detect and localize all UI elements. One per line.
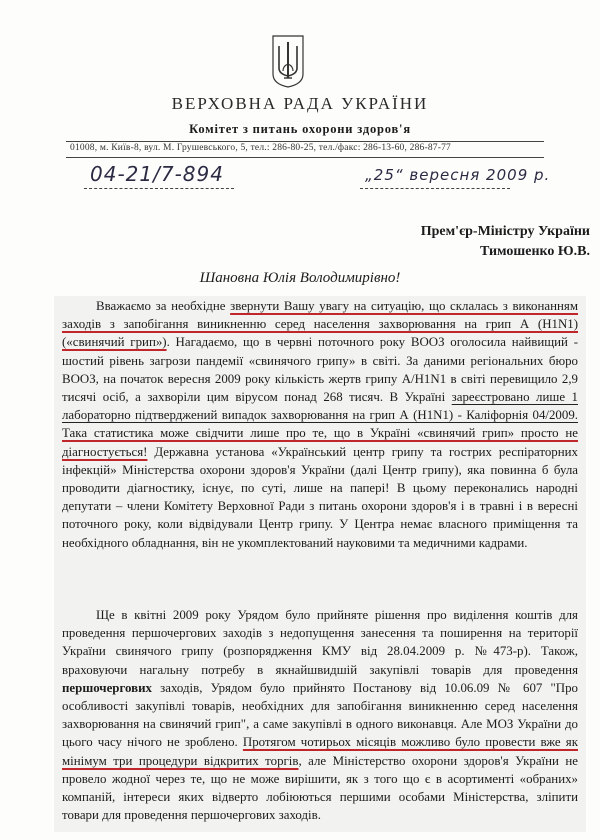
registration-date: „25“ вересня 2009 р. — [365, 166, 551, 184]
letterhead-address: 01008, м. Київ-8, вул. М. Грушевського, 5, тел.: 286-80-25, тел./факс: 286-13-60, 286-87-77 — [70, 143, 452, 153]
org-title: ВЕРХОВНА РАДА УКРАЇНИ — [171, 94, 429, 113]
p1-text-1: Вважаємо за необхідне — [96, 299, 231, 313]
p1-underlined-registered-case: зареєстровано лише 1 лабораторно підтверджений випадок захворювання на грип А (H1N1) - Каліфорнія 04/2009. — [62, 390, 578, 423]
trident-emblem-icon — [270, 34, 306, 88]
committee-name: Комітет з питань охорони здоров'я — [189, 122, 411, 136]
p2-underlined-tenders: Протягом чотирьох місяців можливо було провести вже як мінімум три процедури відкритих торгів — [62, 735, 578, 768]
registration-number: 04-21/7-894 — [90, 162, 224, 186]
p2-text-2: заходів, Урядом було прийнято Постанову від 10.06.09 № 607 "Про особливості закупівлі товарів, необхідних для запобігання виникненню серед населення захворювання на свинячий грип", а саме закупівлі в одного виконавця. Але МОЗ України до цього часу нічого не зроблено. — [62, 680, 578, 750]
letterhead-rule-bottom — [66, 157, 544, 158]
reg-number-line — [84, 188, 234, 189]
letterhead-rule-top — [66, 141, 544, 142]
p2-bold-first-priority: першочергових — [62, 680, 152, 695]
reg-date-line — [360, 188, 510, 189]
salutation: Шановна Юлія Володимирівно! — [199, 270, 401, 286]
p1-text-2: . Нагадаємо, що в червні поточного року ВООЗ оголосила найвищий - шостий рівень загрози пандемії «свинячого грипу» в світі. За даними регіональних бюро ВООЗ, на початок вересня 2009 року кількість жертв грипу А/H1N1 в світі перевищило 2,9 тисячі осіб, а захворіли цим вірусом понад 268 тисяч. В Україні — [62, 335, 578, 405]
p2-text-1: Ще в квітні 2009 року Урядом було прийняте рішення про виділення коштів для проведення першочергових заходів з недопущення занесення та поширення на території України свинячого грипу (розпорядження КМУ від 28.04.2009 р. №473-р). Також, враховуючи нагальну потребу в якнайшвидшій закупівлі товарів для проведення — [62, 608, 578, 677]
addressee-line-1: Прем'єр-Міністру України — [420, 224, 590, 239]
p2-text-3: , але Міністерство охорони здоров'я України не провело жодної через те, що не може вирішити, як з того що є в асортименті «обраних» компаній, інтереси яких відверто лобіюються першими особами Міністерства, зліпити товари для проведення першочергових заходів. — [62, 753, 578, 823]
addressee-line-2: Тимошенко Ю.В. — [480, 244, 590, 259]
paragraph-2 — [62, 606, 578, 824]
p1-underlined-statistics: Така статистика може свідчити лише про те, що в Україні «свинячий грип» просто не діагностується! — [62, 426, 578, 459]
p1-text-3: Державна установа «Український центр грипу та гострих респіраторних інфекцій» Міністерства охорони здоров'я України (далі Центр грипу), яка повинна б була проводити діагностику, існує, по суті, лише на папері! В цьому переконались народні депутати – члени Комітету Верховної Ради з питань охорони здоров'я і в травні і в вересні поточного року, коли відвідували Центр грипу. У Центра немає власного приміщення та необхідного обладнання, він не укомплектований науковими та медичними кадрами. — [62, 444, 578, 550]
paragraph-1 — [62, 297, 578, 552]
addressee-block — [421, 222, 590, 262]
p1-underlined-situation: звернути Вашу увагу на ситуацію, що склалась з виконанням заходів з запобігання виникненню серед населення захворювання на грип А (Н1N1) («свинячий грип») — [62, 299, 578, 350]
